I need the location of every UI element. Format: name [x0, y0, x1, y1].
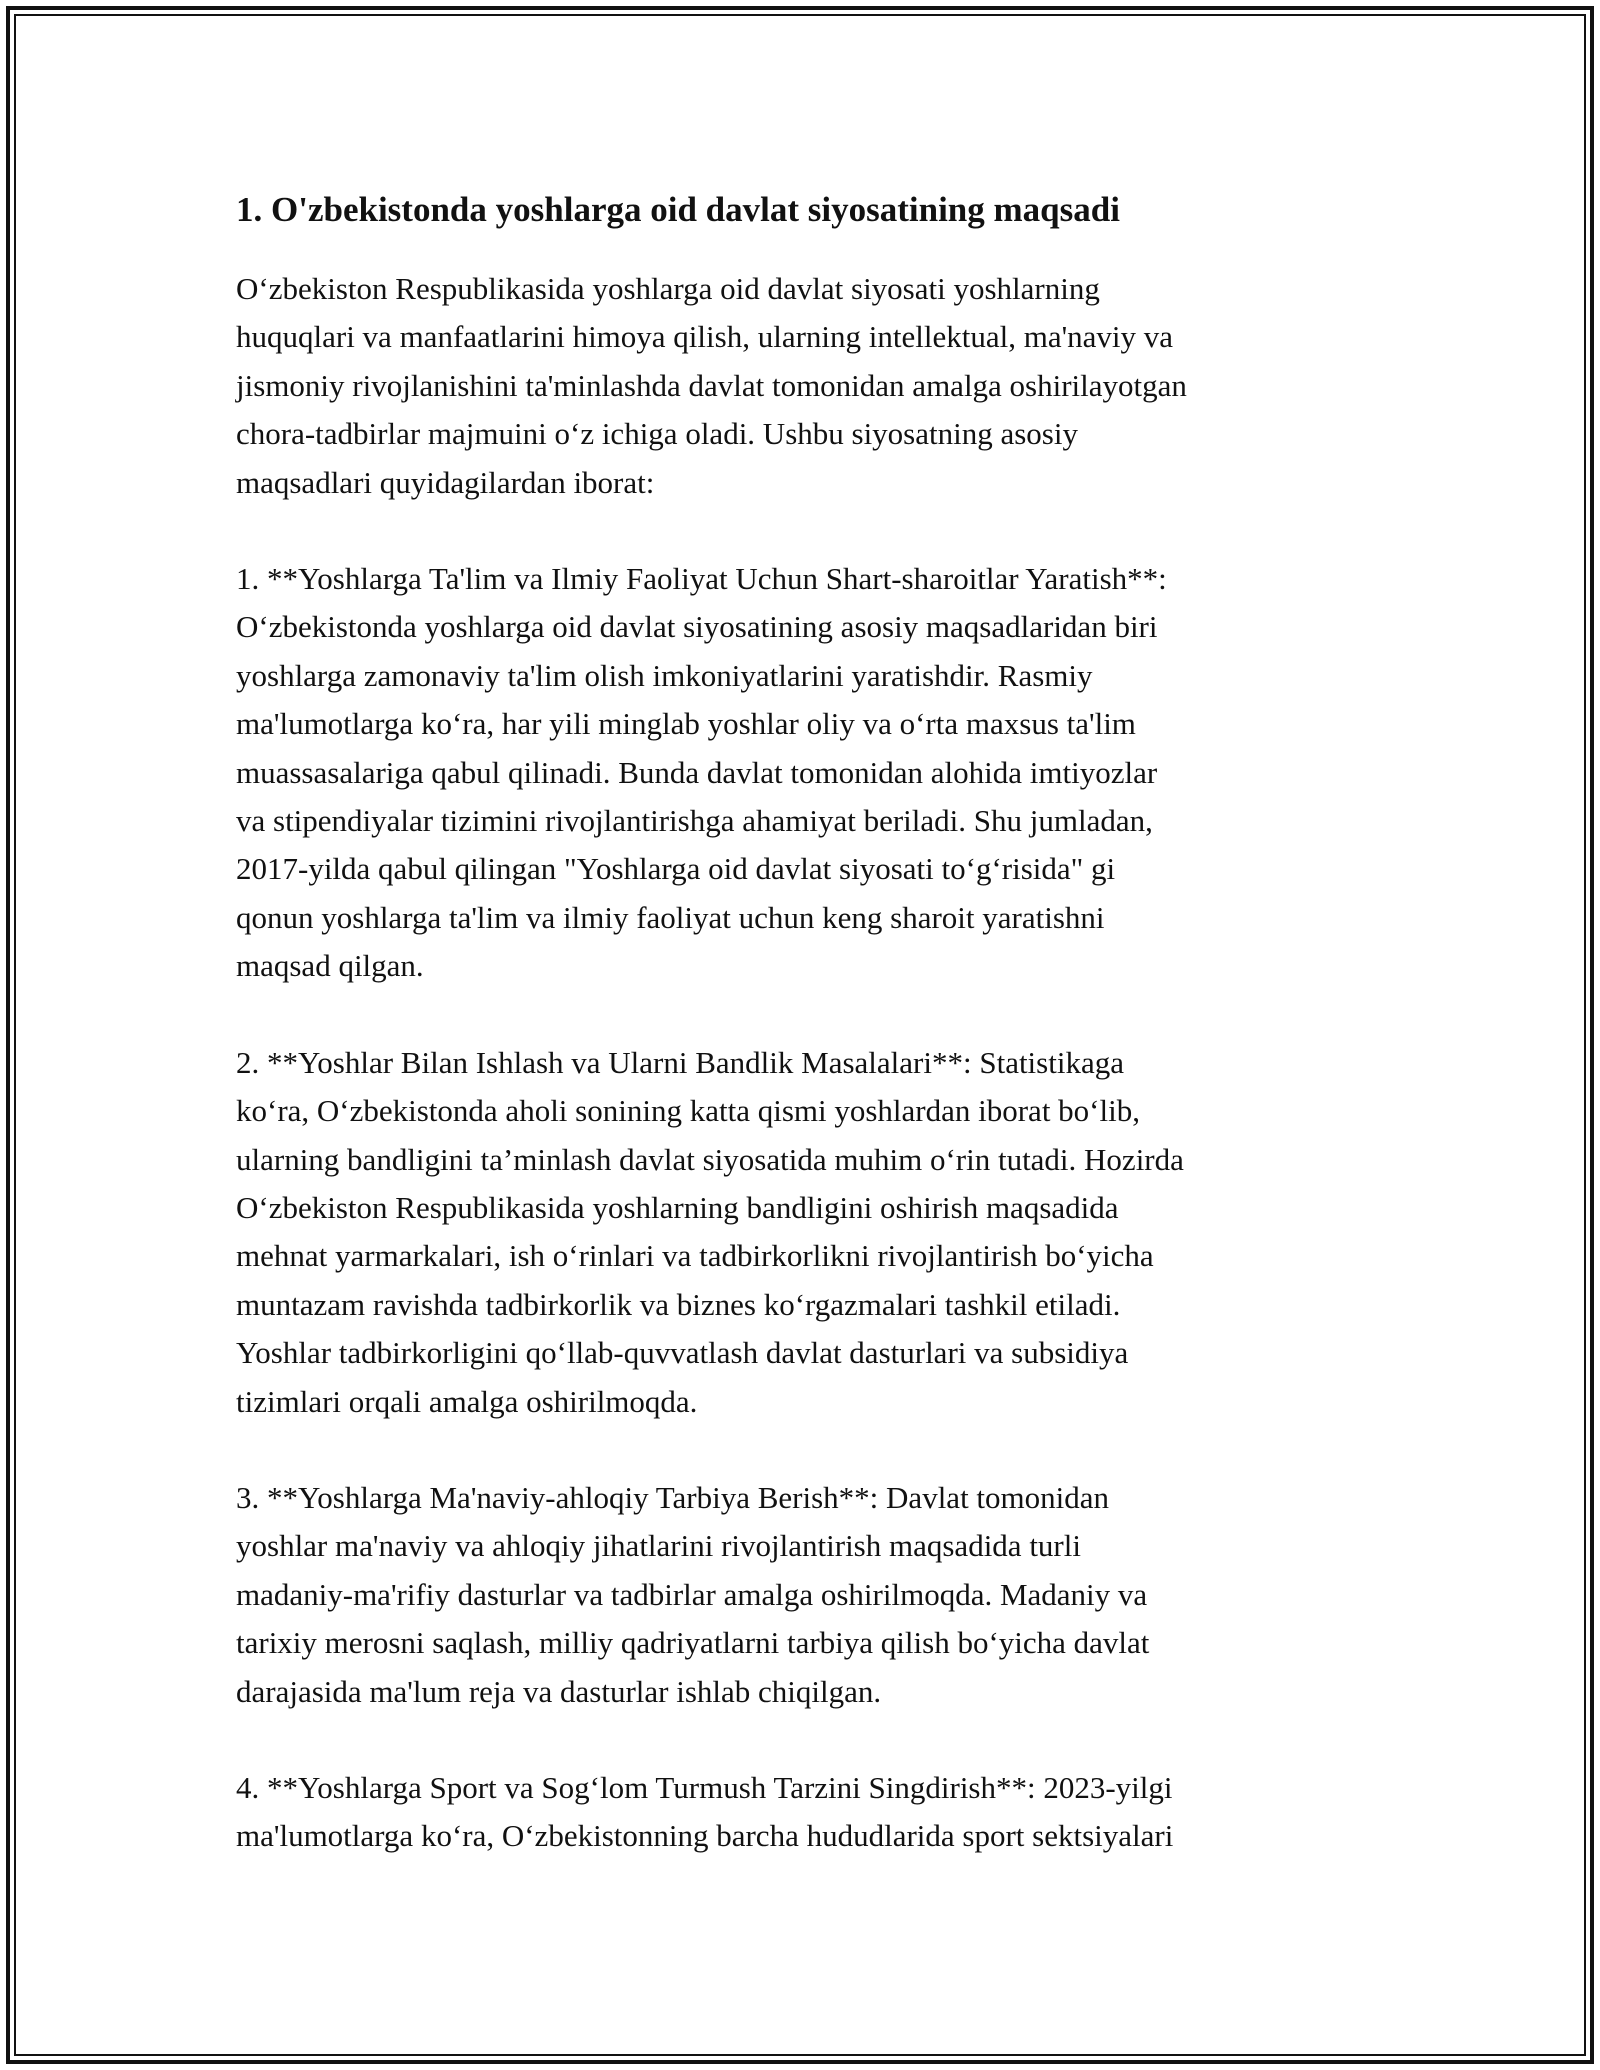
text-line: tarixiy merosni saqlash, milliy qadriyatlarni tarbiya qilish bo‘yicha davlat — [236, 1625, 1150, 1661]
text-line: madaniy-ma'rifiy dasturlar va tadbirlar amalga oshirilmoqda. Madaniy va — [236, 1576, 1148, 1612]
text-line: ularning bandligini ta’minlash davlat siyosatida muhim o‘rin tutadi. Hozirda — [236, 1141, 1184, 1177]
text-line: ko‘ra, O‘zbekistonda aholi sonining katta qismi yoshlardan iborat bo‘lib, — [236, 1093, 1140, 1129]
text-line: 4. **Yoshlarga Sport va Sog‘lom Turmush Tarzini Singdirish**: 2023-yilgi — [236, 1769, 1173, 1805]
numbered-paragraph — [236, 555, 1376, 991]
text-line: O‘zbekiston Respublikasida yoshlarga oid davlat siyosati yoshlarning — [236, 271, 1100, 306]
text-line: yoshlar ma'naviy va ahloqiy jihatlarini rivojlantirish maqsadida turli — [236, 1528, 1081, 1564]
text-line: mehnat yarmarkalari, ish o‘rinlari va tadbirkorlikni rivojlantirish bo‘yicha — [236, 1238, 1154, 1274]
text-line: tizimlari orqali amalga oshirilmoqda. — [236, 1383, 698, 1419]
text-line: darajasida ma'lum reja va dasturlar ishlab chiqilgan. — [236, 1673, 882, 1709]
text-line: maqsad qilgan. — [236, 948, 424, 984]
intro-paragraph — [236, 265, 1376, 507]
text-line: qonun yoshlarga ta'lim va ilmiy faoliyat uchun keng sharoit yaratishni — [236, 899, 1105, 935]
text-line: maqsadlari quyidagilardan iborat: — [236, 464, 655, 500]
text-line: va stipendiyalar tizimini rivojlantirishga ahamiyat beriladi. Shu jumladan, — [236, 803, 1153, 839]
document-page — [236, 185, 1376, 1909]
numbered-paragraph — [236, 1039, 1376, 1426]
numbered-paragraph — [236, 1474, 1376, 1716]
text-line: 3. **Yoshlarga Ma'naviy-ahloqiy Tarbiya Berish**: Davlat tomonidan — [236, 1479, 1110, 1515]
text-line: huquqlari va manfaatlarini himoya qilish, ularning intellektual, ma'naviy va — [236, 319, 1174, 355]
text-line: 1. **Yoshlarga Ta'lim va Ilmiy Faoliyat Uchun Shart-sharoitlar Yaratish**: — [236, 561, 1167, 597]
text-line: ma'lumotlarga ko‘ra, har yili minglab yoshlar oliy va o‘rta maxsus ta'lim — [236, 706, 1136, 742]
document-body — [236, 265, 1376, 1861]
text-line: muntazam ravishda tadbirkorlik va biznes ko‘rgazmalari tashkil etiladi. — [236, 1286, 1121, 1322]
text-line: ma'lumotlarga ko‘ra, O‘zbekistonning barcha hududlarida sport sektsiyalari — [236, 1818, 1174, 1854]
text-line: 2017-yilda qabul qilingan "Yoshlarga oid davlat siyosati to‘g‘risida" gi — [236, 851, 1116, 887]
text-line: O‘zbekiston Respublikasida yoshlarning bandligini oshirish maqsadida — [236, 1189, 1119, 1225]
text-line: muassasalariga qabul qilinadi. Bunda davlat tomonidan alohida imtiyozlar — [236, 754, 1158, 790]
document-title: 1. O'zbekistonda yoshlarga oid davlat siyosatining maqsadi — [236, 190, 1120, 229]
text-line: jismoniy rivojlanishini ta'minlashda davlat tomonidan amalga oshirilayotgan — [236, 367, 1187, 403]
text-line: Yoshlar tadbirkorligini qo‘llab-quvvatlash davlat dasturlari va subsidiya — [236, 1335, 1129, 1371]
text-line: chora-tadbirlar majmuini o‘z ichiga oladi. Ushbu siyosatning asosiy — [236, 416, 1078, 452]
text-line: 2. **Yoshlar Bilan Ishlash va Ularni Bandlik Masalalari**: Statistikaga — [236, 1044, 1124, 1080]
text-line: O‘zbekistonda yoshlarga oid davlat siyosatining asosiy maqsadlaridan biri — [236, 609, 1158, 645]
text-line: yoshlarga zamonaviy ta'lim olish imkoniyatlarini yaratishdir. Rasmiy — [236, 657, 1093, 693]
numbered-paragraph — [236, 1764, 1376, 1861]
